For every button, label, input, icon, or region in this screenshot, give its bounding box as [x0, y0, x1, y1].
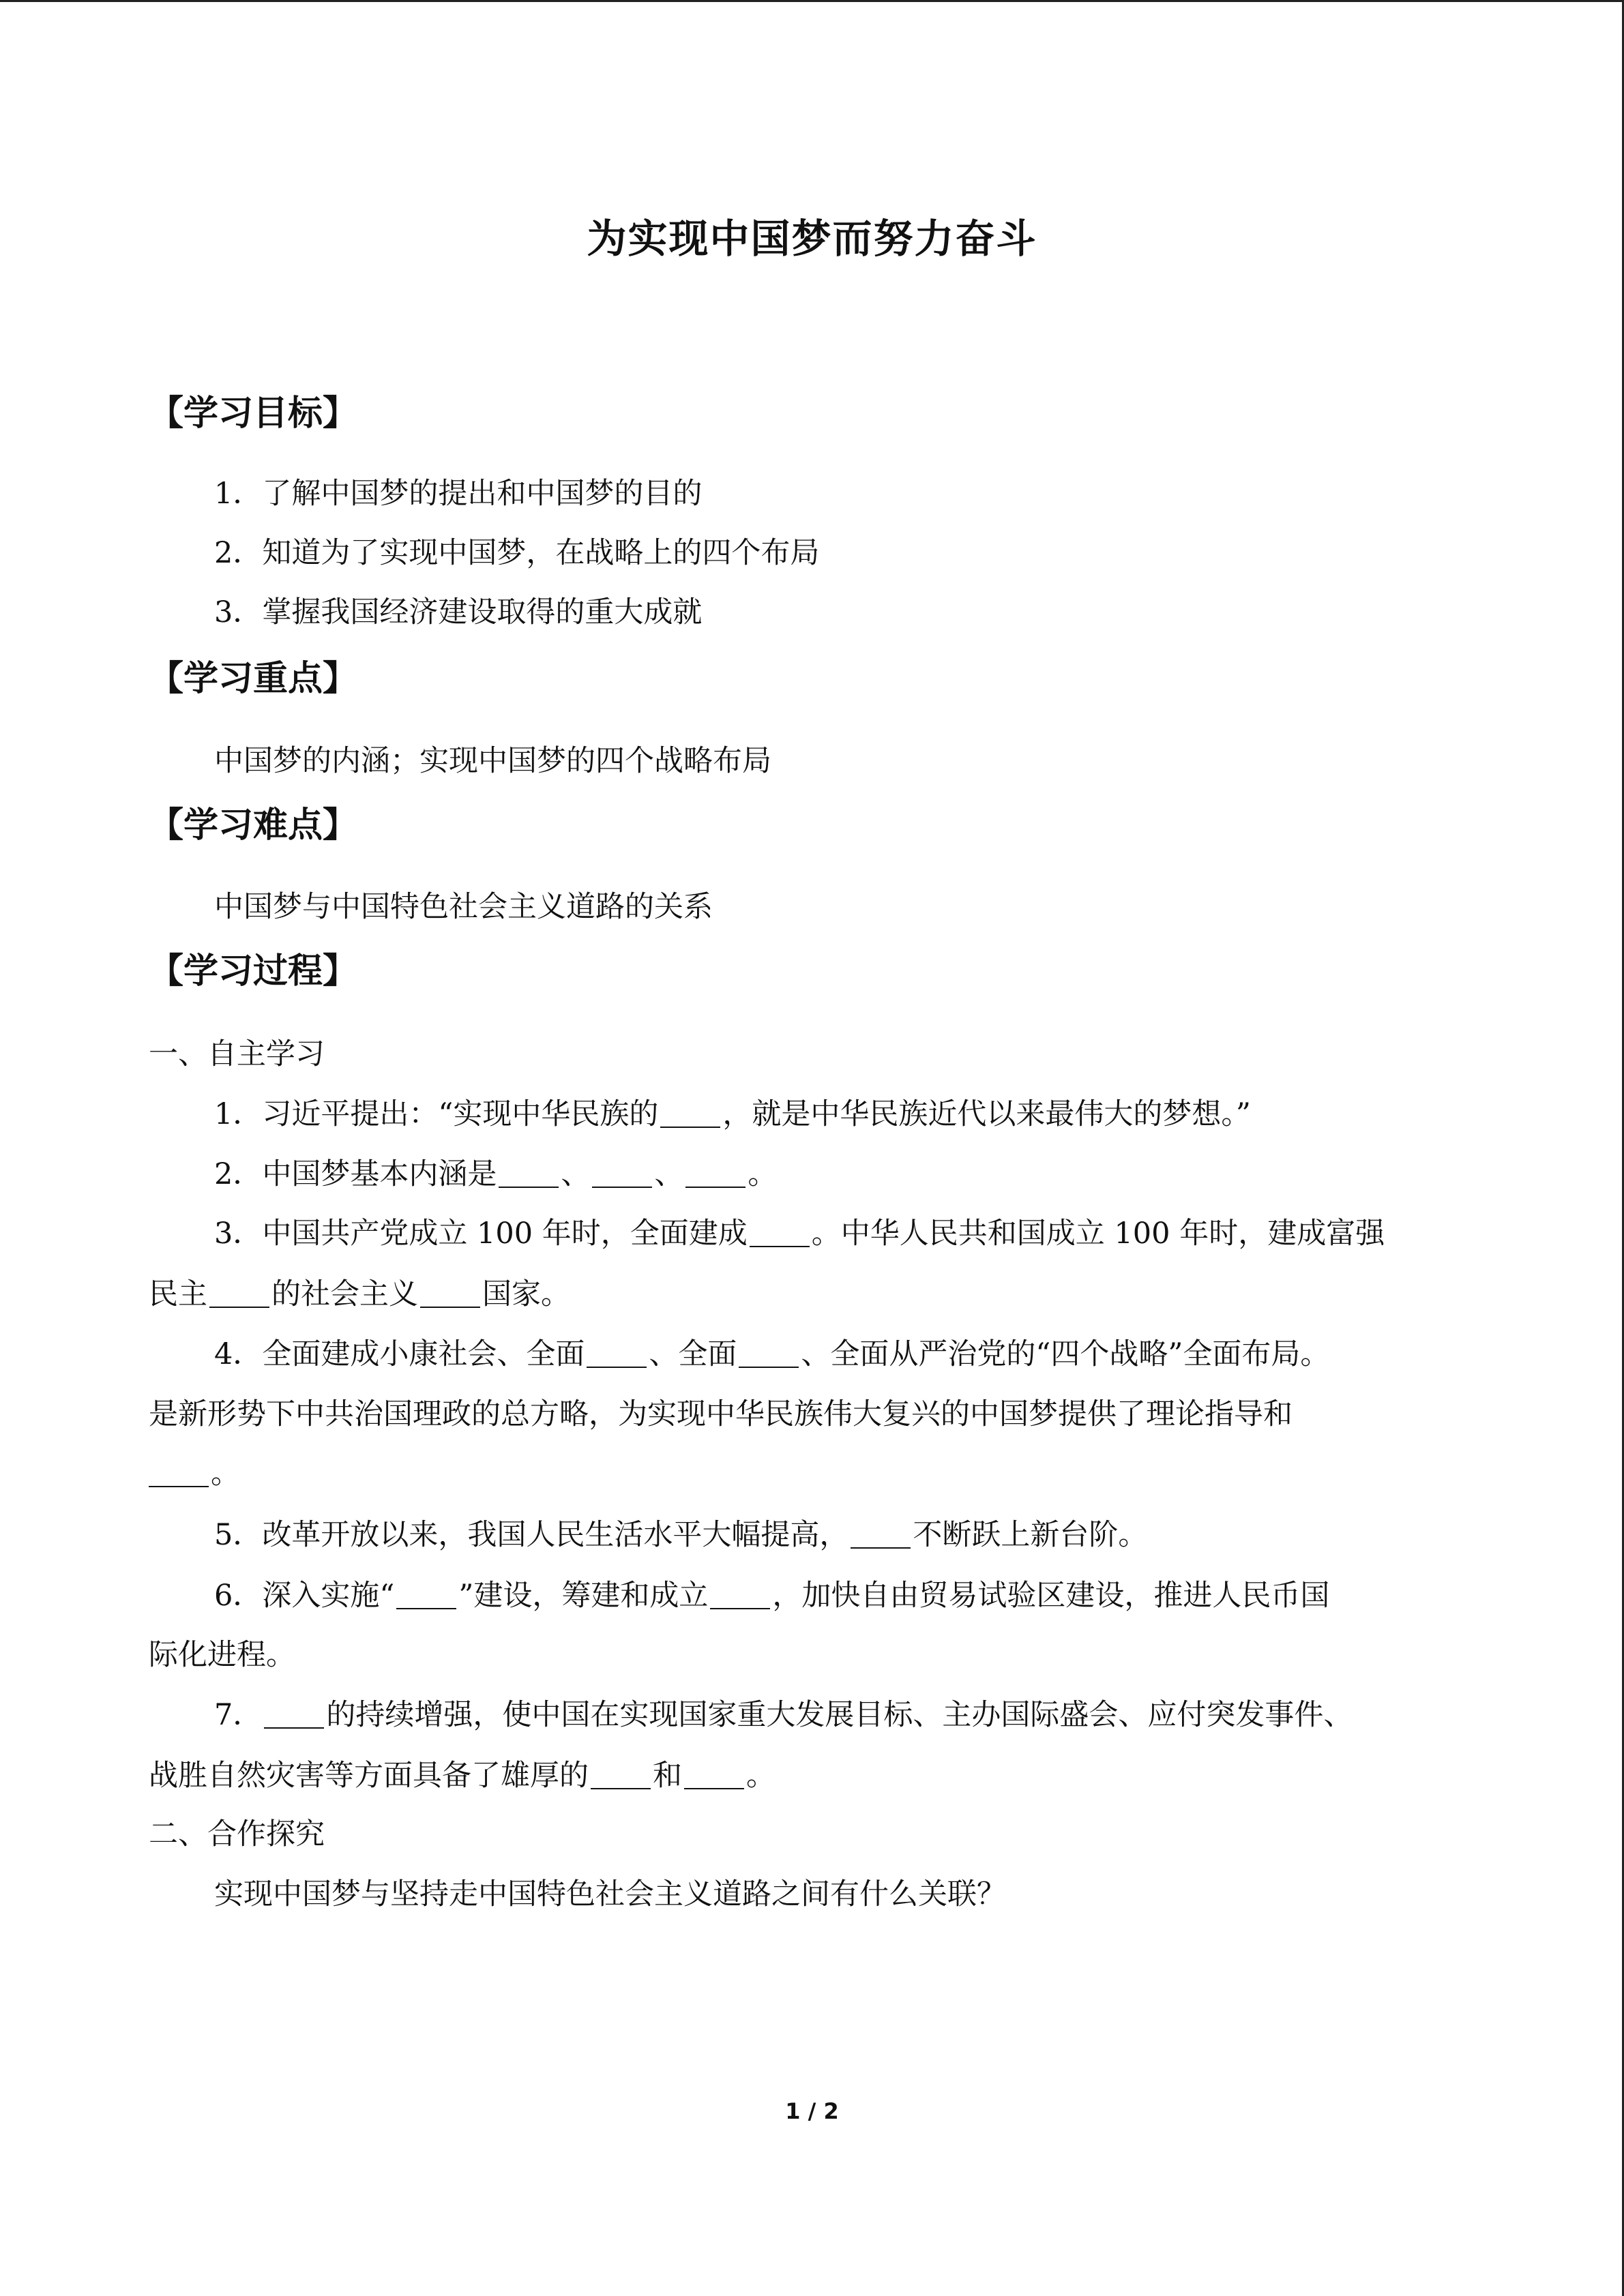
key-points-text: 中国梦的内涵；实现中国梦的四个战略布局 — [214, 744, 771, 778]
heading-learning-goals: 【学习目标】 — [149, 393, 358, 434]
difficulties-text: 中国梦与中国特色社会主义道路的关系 — [214, 890, 713, 924]
question-4-line-3: 。 — [149, 1453, 240, 1494]
question-7-line-2: 战胜自然灾害等方面具备了雄厚的 和 。 — [149, 1759, 776, 1793]
goal-item: 1．了解中国梦的提出和中国梦的目的 — [214, 477, 703, 511]
answer-blank[interactable] — [660, 1097, 720, 1128]
heading-difficulties: 【学习难点】 — [149, 805, 358, 846]
question-6-line-2: 际化进程。 — [149, 1638, 295, 1672]
question-6-line-1: 6．深入实施“ ”建设，筹建和成立 ，加快自由贸易试验区建设，推进人民币国 — [214, 1579, 1330, 1613]
question-5: 5．改革开放以来，我国人民生活水平大幅提高， 不断跃上新台阶。 — [214, 1518, 1148, 1552]
question-3-line-1: 3．中国共产党成立 100 年时，全面建成 。中华人民共和国成立 100 年时，建成富强 — [214, 1217, 1385, 1251]
question-7-line-1: 7． 的持续增强，使中国在实现国家重大发展目标、主办国际盛会、应付突发事件、 — [214, 1698, 1353, 1732]
heading-key-points: 【学习重点】 — [149, 659, 358, 699]
answer-blank[interactable] — [684, 1758, 744, 1789]
answer-blank[interactable] — [739, 1337, 799, 1368]
question-4-line-2: 是新形势下中共治国理政的总方略，为实现中华民族伟大复兴的中国梦提供了理论指导和 — [149, 1397, 1293, 1431]
answer-blank[interactable] — [592, 1157, 652, 1188]
answer-blank[interactable] — [149, 1456, 209, 1487]
answer-blank[interactable] — [685, 1157, 745, 1188]
question-1: 1．习近平提出：“实现中华民族的 ，就是中华民族近代以来最伟大的梦想。” — [214, 1097, 1251, 1131]
part1-title: 一、自主学习 — [149, 1037, 325, 1071]
heading-learning-process: 【学习过程】 — [149, 951, 358, 992]
answer-blank[interactable] — [499, 1157, 559, 1188]
question-2: 2．中国梦基本内涵是 、 、 。 — [214, 1157, 778, 1191]
answer-blank[interactable] — [396, 1578, 456, 1609]
answer-blank[interactable] — [750, 1216, 810, 1247]
answer-blank[interactable] — [591, 1758, 651, 1789]
goal-item: 2．知道为了实现中国梦，在战略上的四个布局 — [214, 536, 820, 570]
answer-blank[interactable] — [420, 1277, 480, 1308]
answer-blank[interactable] — [264, 1697, 324, 1729]
document-title: 为实现中国梦而努力奋斗 — [587, 215, 1037, 262]
answer-blank[interactable] — [209, 1277, 269, 1308]
question-4-line-1: 4．全面建成小康社会、全面 、全面 、全面从严治党的“四个战略”全面布局。 — [214, 1337, 1330, 1371]
page-number: 1 / 2 — [785, 2098, 839, 2124]
part2-question: 实现中国梦与坚持走中国特色社会主义道路之间有什么关联？ — [214, 1877, 1006, 1911]
part2-title: 二、合作探究 — [149, 1817, 325, 1851]
goal-item: 3．掌握我国经济建设取得的重大成就 — [214, 595, 703, 629]
answer-blank[interactable] — [587, 1337, 647, 1368]
question-3-line-2: 民主 的社会主义 国家。 — [149, 1277, 570, 1311]
answer-blank[interactable] — [851, 1517, 911, 1549]
page-border-top — [0, 0, 1624, 2]
answer-blank[interactable] — [710, 1578, 770, 1609]
